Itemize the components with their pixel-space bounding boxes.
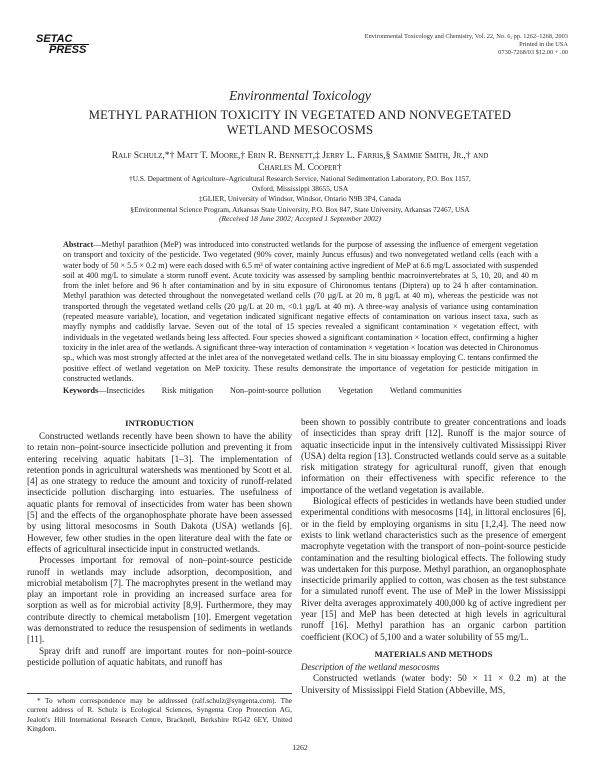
keyword: —Insecticides xyxy=(98,386,145,395)
issn-price: 0730-7268/03 $12.00 + .00 xyxy=(498,49,568,57)
affiliations xyxy=(0,174,600,215)
keyword: Non–point-source pollution xyxy=(230,386,322,395)
keyword: Risk mitigation xyxy=(161,386,214,395)
title-line: WETLAND MESOCOSMS xyxy=(226,123,374,137)
page-number: 1262 xyxy=(292,743,308,752)
keyword: Vegetation xyxy=(338,386,373,395)
introduction-heading: INTRODUCTION xyxy=(125,418,194,428)
body-paragraph: Constructed wetlands recently have been shown to have the ability to retain non–point-source insecticide pollution and preventing it from entering receiving aquatic habitats [1–3]. The implementation of retention ponds in agricultural watersheds was mentioned by Scott et al. [4] as one strategy to reduce the amount and toxicity of runoff-related insecticide pollution discharging into estuaries. The usefulness of aquatic plants for removal of insecticides from water has been shown [5] and the effects of the organophosphate phorate have been assessed by using littoral mesocosms in South Dakota (USA) wetlands [6]. However, few other studies in the open literature deal with the fate or effects of agricultural insecticide input in constructed wetlands. xyxy=(27,431,292,554)
affiliation: Oxford, Mississippi 38655, USA xyxy=(251,184,349,194)
body-paragraph: Constructed wetlands (water body: 50 × 11 × 0.2 m) at the University of Mississippi Field Station (Abbeville, MS, xyxy=(301,673,566,695)
right-column xyxy=(301,417,566,696)
keywords-label: Keywords xyxy=(63,386,99,395)
affiliation: †U.S. Department of Agriculture–Agricultural Research Service, National Sedimentation Laboratory, P.O. Box 1157, xyxy=(129,174,471,183)
body-paragraph: Spray drift and runoff are important routes for non–point-source pesticide pollution of aquatic habitats, and runoff has xyxy=(27,645,292,667)
logo-setac: SETAC xyxy=(36,33,73,45)
body-paragraph: Processes important for removal of non–point-source pesticide runoff in wetlands may include adsorption, decomposition, and microbial metabolism [7]. The macrophytes present in the wetland may play an important role in providing an increased surface area for sorption as well as for microbial activity [8,9]. Furthermore, they may contribute directly to chemical metabolism [10]. Emergent vegetation was demonstrated to reduce the resuspension of sediments in wetlands [11]. xyxy=(27,555,292,645)
affiliation: §Environmental Science Program, Arkansas State University, P.O. Box 847, State University, Arkansas 72467, USA xyxy=(130,204,470,214)
abstract-text: —Methyl parathion (MeP) was introduced into constructed wetlands for the purpose of assessing the influence of emergent vegetation on transport and toxicity of the pesticide. Two vegetated (90% cover, mainly Juncus effusus) and two nonvegetated wetland cells (each with a water body of 50 × 5.5 × 0.2 m) were each dosed with 6.5 m³ of water containing active ingredient of MeP at 6.6 mg/L associated with suspended soil at 400 mg/L to simulate a storm runoff event. Acute toxicity was assessed by sampling benthic macroinvertebrates at 5, 10, 20, and 40 m from the inlet before and 96 h after contamination and by in situ exposure of Chironomus tentans (Diptera) up to 24 h after contamination. Methyl parathion was detected throughout the nonvegetated wetland cells (70 µg/L at 20 m, 8 µg/L at 40 m), whereas the pesticide was not transported through the vegetated wetland cells (20 µg/L at 20 m, <0.1 µg/L at 40 m). A three-way analysis of variance using contamination (repeated measure variable), location, and vegetation indicated significant negative effects of contamination on various insect taxa, such as mayfly nymphs and caddisfly larvae. Seven out of the total of 15 species revealed a significant contamination × vegetation effect, with individuals in the vegetated wetlands being less affected. Four species showed a significant contamination × location effect, confirming a higher toxicity in the inlet area of the wetlands. A significant three-way interaction of contamination × vegetation × location was detected in Chironomus sp., which was most strongly affected at the inlet area of the nonvegetated wetland cells. The in situ bioassay employing C. tentans confirmed the positive effect of wetland vegetation on MeP toxicity. These results demonstrate the importance of vegetation for pesticide mitigation in constructed wetlands. xyxy=(63,240,538,383)
correspondence-footnote: * To whom correspondence may be addressed (ralf.schulz@syngenta.com). The current address of R. Schulz is Ecological Sciences, Syngenta Crop Protection AG, Jealott's Hill International Research Centre, Bracknell, Berkshire RG42 6EY, United Kingdom. xyxy=(27,696,292,734)
title-line: METHYL PARATHION TOXICITY IN VEGETATED AND NONVEGETATED xyxy=(88,108,512,122)
methods-subheading: Description of the wetland mesocosms xyxy=(301,661,440,672)
keywords xyxy=(63,386,479,395)
body-paragraph: Biological effects of pesticides in wetlands have been studied under experimental conditions with mesocosms [14], in littoral enclosures [6], or in the field by employing organisms in situ [1,2,4]. The need now exists to link wetland characteristics such as the presence of emergent macrophyte vegetation with the transport of non–point-source pesticide contamination and the resulting biological effects. The following study was undertaken for this purpose. Methyl parathion, an organophosphate insecticide primarily applied to cotton, was chosen as the test substance for a simulated runoff event. The use of MeP in the lower Mississippi River delta averages approximately 400,000 kg of active ingredient per year [15] and MeP has been detected at high levels in agricultural runoff [16]. Methyl parathion has an organic carbon partition coefficient (KOC) of 5,100 and a water solubility of 55 mg/L. xyxy=(301,496,566,642)
body-paragraph: been shown to possibly contribute to greater concentrations and loads of insecticides than spray drift [12]. Runoff is the major source of aquatic insecticide input in the intensively cultivated Mississippi River (USA) delta region [13]. Constructed wetlands could serve as a suitable risk mitigation strategy for agricultural runoff, given that enough information on their effectiveness with specific reference to the importance of the wetland vegetation is available. xyxy=(301,417,566,495)
logo-press: PRESS xyxy=(49,44,89,55)
abstract-label: Abstract xyxy=(63,240,94,249)
authors-line: Charles M. Cooper† xyxy=(258,162,342,173)
affiliation: ‡GLIER, University of Windsor, Windsor, Ontario N9B 3P4, Canada xyxy=(198,194,402,204)
journal-info xyxy=(365,33,568,58)
keyword: Wetland communities xyxy=(389,386,462,395)
author-list xyxy=(0,150,600,174)
journal-citation: Environmental Toxicology and Chemistry, Vol. 22, No. 6, pp. 1262–1268, 2003 xyxy=(364,33,568,40)
left-column xyxy=(27,418,292,668)
received-dates: (Received 18 June 2002; Accepted 1 September 2002) xyxy=(218,214,382,223)
printed-location: Printed in the USA xyxy=(519,41,568,49)
setac-press-logo xyxy=(36,34,89,55)
authors-line: Ralf Schulz,*† Matt T. Moore,† Erin R. Bennett,‡ Jerry L. Farris,§ Sammie Smith, Jr.,† and xyxy=(111,150,489,161)
paper-title xyxy=(0,108,600,138)
methods-heading: MATERIALS AND METHODS xyxy=(374,648,493,659)
section-heading: Environmental Toxicology xyxy=(229,88,371,103)
abstract xyxy=(63,240,538,384)
footnote-divider xyxy=(27,693,292,694)
